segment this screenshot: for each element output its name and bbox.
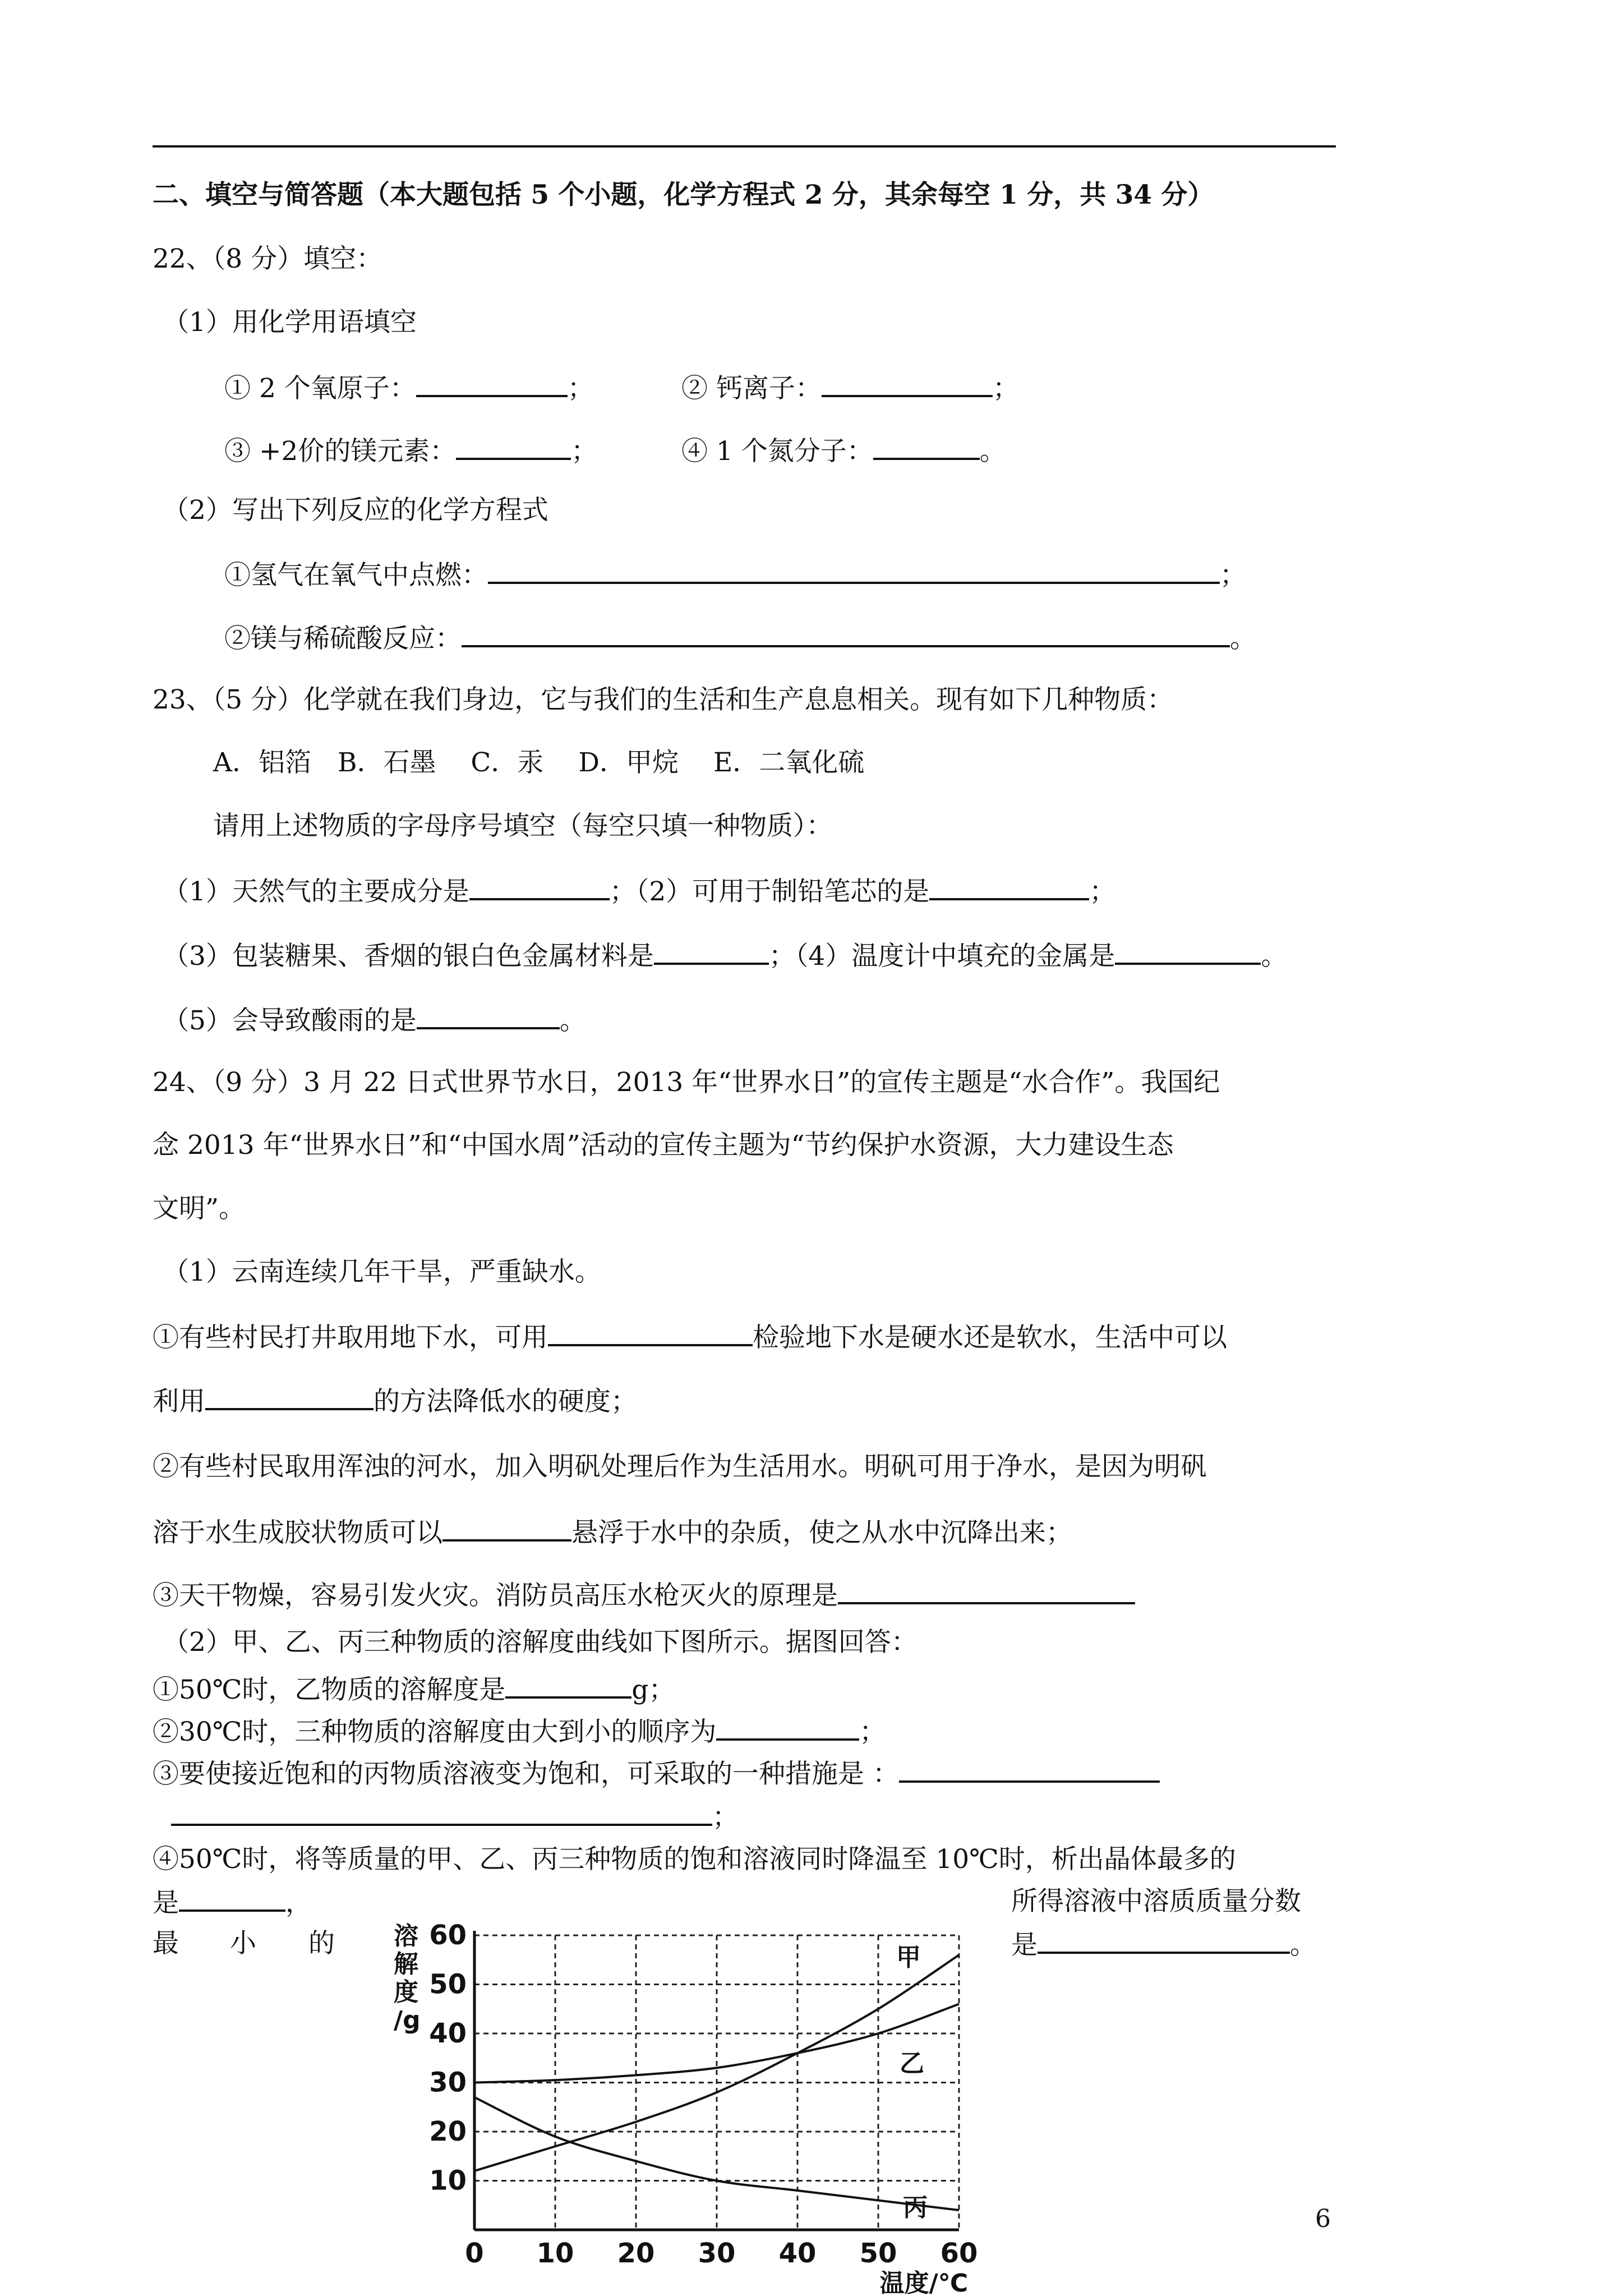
q24-part2: （2）甲、乙、丙三种物质的溶解度曲线如下图所示。据图回答：: [163, 1627, 917, 1658]
answer-blank[interactable]: [205, 1383, 374, 1410]
q24-s2-line1: ②有些村民取用浑浊的河水，加入明矾处理后作为生活用水。明矾可用于净水，是因为明矾: [153, 1451, 1207, 1482]
q24-s2-line2: 溶于水生成胶状物质可以 悬浮于水中的杂质，使之从水中沉降出来；: [153, 1515, 1072, 1550]
q23-options: A．铝箔 B．石墨 C．汞 D．甲烷 E．二氧化硫: [213, 747, 865, 778]
y-tick-label: 50: [429, 1968, 467, 2000]
q24-intro-line1: 24、（9 分）3 月 22 日式世界节水日，2013 年“世界水日”的宣传主题是“水合作”。我国纪: [153, 1067, 1220, 1098]
q24-r4-line3-right: 是 。: [1011, 1927, 1316, 1962]
q24-intro-line3: 文明”。: [153, 1193, 246, 1224]
q24-r4-xiao: 小: [230, 1928, 256, 1959]
y-axis-label: 溶: [394, 1922, 418, 1950]
x-tick-label: 10: [536, 2238, 574, 2269]
x-tick-label: 60: [940, 2238, 978, 2269]
q24-r4-line2-right: 所得溶液中溶质质量分数: [1011, 1886, 1301, 1917]
page-number: 6: [1315, 2205, 1331, 2233]
answer-blank[interactable]: [654, 938, 769, 965]
series-label: 丙: [903, 2193, 928, 2222]
y-tick-label: 10: [429, 2165, 467, 2197]
answer-blank[interactable]: [873, 433, 980, 460]
q23-instruction: 请用上述物质的字母序号填空（每空只填一种物质）：: [213, 811, 833, 841]
x-axis-label: 温度/℃: [879, 2269, 968, 2296]
answer-blank[interactable]: [417, 1002, 560, 1029]
q22-equation2: ②镁与稀硫酸反应： 。: [224, 620, 1256, 656]
answer-blank[interactable]: [1038, 1927, 1290, 1954]
answer-blank[interactable]: [838, 1577, 1135, 1604]
q24-r1: ①50℃时，乙物质的溶解度是 g；: [153, 1672, 675, 1707]
answer-blank[interactable]: [179, 1885, 285, 1912]
answer-blank[interactable]: [442, 1515, 571, 1542]
solubility-chart: [381, 1916, 998, 2296]
y-tick-label: 20: [429, 2116, 467, 2147]
q22-heading: 22、（8 分）填空：: [153, 243, 383, 274]
answer-blank[interactable]: [822, 370, 993, 397]
answer-blank[interactable]: [899, 1756, 1160, 1783]
y-tick-label: 30: [429, 2067, 467, 2099]
q24-r2: ②30℃时，三种物质的溶解度由大到小的顺序为 ；: [153, 1714, 886, 1749]
q24-r4-line1: ④50℃时，将等质量的甲、乙、丙三种物质的饱和溶液同时降温至 10℃时，析出晶体最多的: [153, 1844, 1236, 1875]
answer-blank[interactable]: [488, 557, 1220, 584]
q23-heading: 23、（5 分）化学就在我们身边，它与我们的生活和生产息息相关。现有如下几种物质：: [153, 684, 1174, 715]
q24-s1-line2: 利用 的方法降低水的硬度；: [153, 1383, 637, 1419]
answer-blank[interactable]: [469, 873, 610, 900]
q24-r3: ③要使接近饱和的丙物质溶液变为饱和，可采取的一种措施是 ：: [153, 1756, 1160, 1791]
q22-item4: ④ 1 个氮分子： 。: [681, 433, 1006, 468]
q24-r4-line2-left: 是 ，: [153, 1885, 312, 1920]
q24-r3-continuation: ；: [171, 1799, 739, 1834]
answer-blank[interactable]: [929, 873, 1089, 900]
answer-blank[interactable]: [716, 1714, 859, 1741]
q24-r4-zui: 最: [153, 1928, 179, 1959]
q24-s3: ③天干物燥，容易引发火灾。消防员高压水枪灭火的原理是: [153, 1577, 1135, 1613]
header-rule: [153, 145, 1336, 148]
q22-part1: （1）用化学用语填空: [163, 307, 417, 338]
q24-s1-line1: ①有些村民打井取用地下水，可用 检验地下水是硬水还是软水，生活中可以: [153, 1319, 1227, 1355]
y-axis-label: /g: [394, 2006, 421, 2035]
q24-r4-de: 的: [308, 1928, 335, 1959]
y-tick-label: 60: [429, 1920, 467, 1951]
q24-part1: （1）云南连续几年干旱，严重缺水。: [163, 1257, 601, 1287]
q23-row3: （5）会导致酸雨的是 。: [163, 1002, 586, 1038]
q24-intro-line2: 念 2013 年“世界水日”和“中国水周”活动的宣传主题为“节约保护水资源，大力建设生态: [153, 1130, 1174, 1161]
series-label: 甲: [896, 1943, 921, 1972]
x-tick-label: 50: [859, 2238, 897, 2269]
q23-row2: （3）包装糖果、香烟的银白色金属材料是 ；（4）温度计中填充的金属是 。: [163, 938, 1287, 973]
answer-blank[interactable]: [1115, 938, 1261, 965]
x-tick-label: 20: [617, 2238, 655, 2269]
x-tick-label: 30: [698, 2238, 736, 2269]
answer-blank[interactable]: [171, 1799, 712, 1826]
y-axis-label: 度: [394, 1978, 418, 2007]
answer-blank[interactable]: [462, 620, 1230, 647]
answer-blank[interactable]: [548, 1319, 753, 1346]
answer-blank[interactable]: [416, 370, 568, 397]
answer-blank[interactable]: [505, 1672, 631, 1699]
y-tick-label: 40: [429, 2018, 467, 2049]
q22-item1: ① 2 个氧原子： ；: [224, 370, 594, 406]
q22-item2: ② 钙离子： ；: [681, 370, 1019, 406]
answer-blank[interactable]: [456, 433, 571, 460]
section-title: 二、填空与简答题（本大题包括 5 个小题，化学方程式 2 分，其余每空 1 分，共 34 分）: [153, 180, 1214, 210]
x-tick-label: 0: [465, 2238, 484, 2269]
q23-row1: （1）天然气的主要成分是 ；（2）可用于制铅笔芯的是 ；: [163, 873, 1115, 909]
x-tick-label: 40: [778, 2238, 817, 2269]
q22-equation1: ①氢气在氧气中点燃： ；: [224, 557, 1246, 592]
q22-part2: （2）写出下列反应的化学方程式: [163, 495, 548, 526]
y-axis-label: 解: [394, 1950, 418, 1978]
series-label: 乙: [900, 2049, 924, 2078]
q22-item3: ③ +2价的镁元素： ；: [224, 433, 597, 468]
